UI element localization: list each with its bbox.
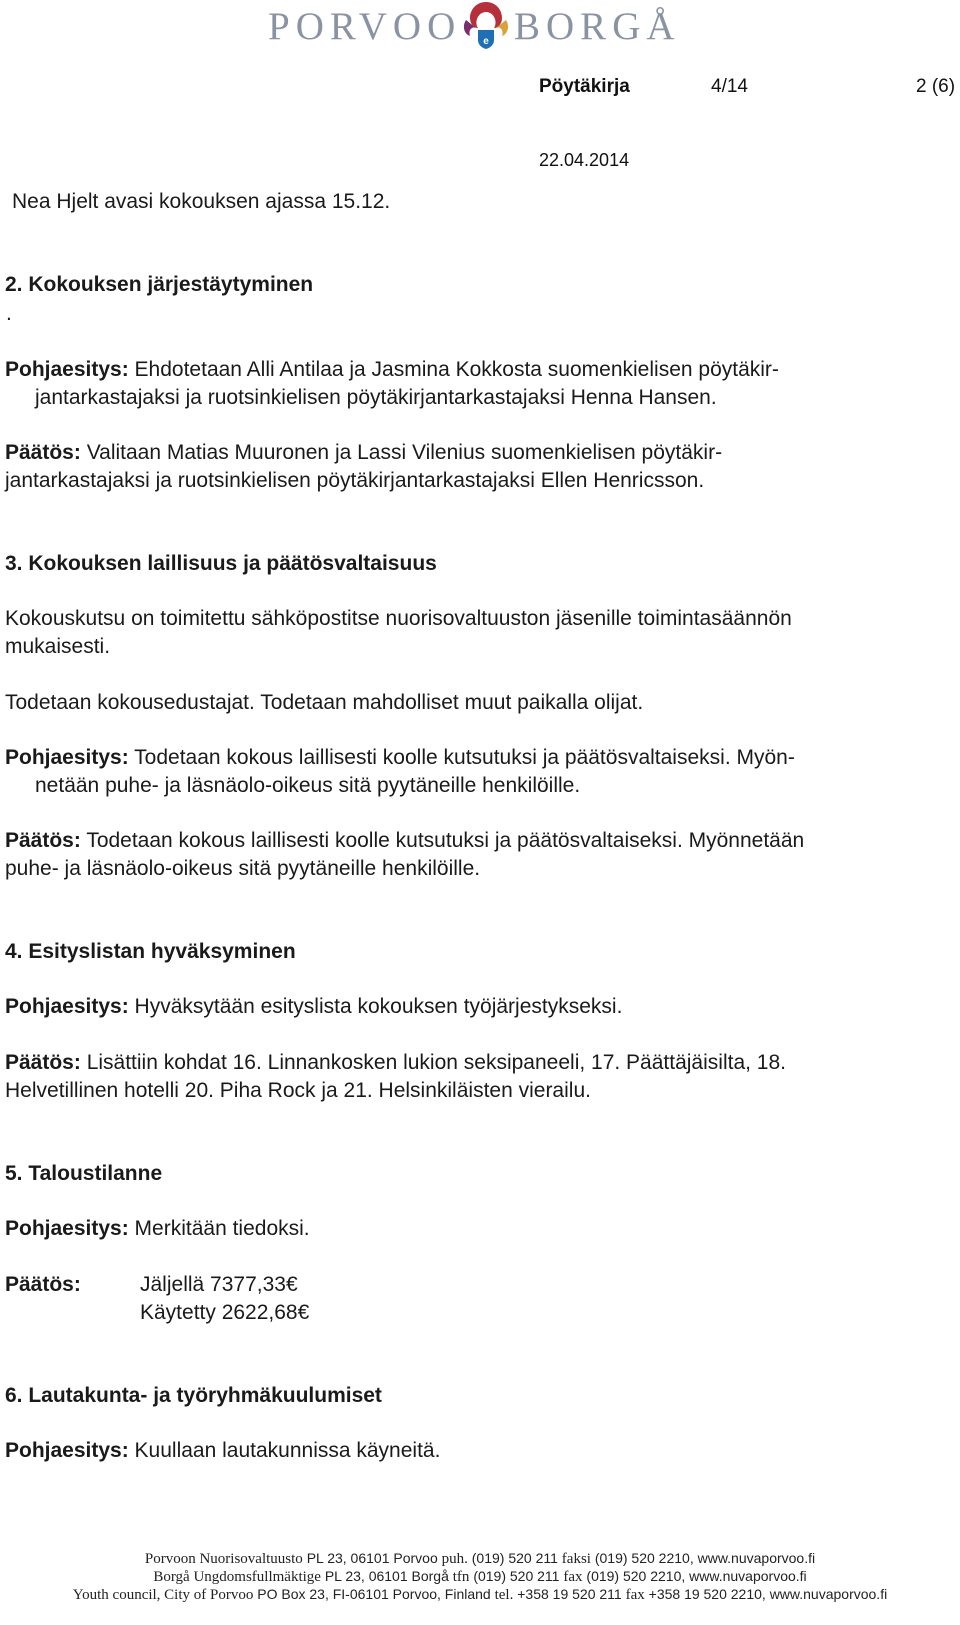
decision-label: Päätös: [5, 1273, 81, 1296]
decision-label: Päätös: [5, 441, 81, 464]
proposal-label: Pohjaesitys: [5, 995, 129, 1018]
opening-text: Nea Hjelt avasi kokouksen ajassa 15.12. [12, 190, 391, 213]
footer-line-fi [0, 1549, 960, 1568]
footer-phone: (019) 520 211 [467, 1550, 562, 1566]
section-2-heading: 2. Kokouksen järjestäytyminen [5, 273, 314, 296]
proposal-label: Pohjaesitys: [5, 746, 129, 769]
footer-fax-web: +358 19 520 2210, www.nuvaporvoo.fi [644, 1586, 888, 1602]
proposal-text: Hyväksytään esityslista kokouksen työjärjestykseksi. [128, 995, 623, 1018]
section-3-para1-cont: mukaisesti. [5, 635, 111, 658]
section-5-proposal [5, 1214, 310, 1243]
proposal-text: Ehdotetaan Alli Antilaa ja Jasmina Kokkosta suomenkielisen pöytäkir- [128, 358, 779, 381]
porvoo-borga-logo [268, 0, 688, 48]
footer-address: PL 23, 06101 Borgå [320, 1568, 453, 1584]
footer-phone-label: tel. [494, 1587, 514, 1603]
document-number: 4/14 [711, 76, 748, 97]
section-4-decision [5, 1048, 786, 1077]
stray-dot: . [6, 302, 12, 325]
budget-spent: Käytetty 2622,68€ [140, 1301, 310, 1324]
document-type: Pöytäkirja [539, 76, 630, 97]
section-4-proposal [5, 992, 622, 1021]
footer-phone-label: puh. [441, 1551, 468, 1567]
footer-address: PO Box 23, FI-06101 Porvoo, Finland [253, 1586, 495, 1602]
footer-fax-label: fax [563, 1569, 583, 1585]
proposal-label: Pohjaesitys: [5, 1217, 129, 1240]
section-6-heading: 6. Lautakunta- ja työryhmäkuulumiset [5, 1384, 382, 1407]
footer-phone-label: tfn [452, 1569, 470, 1585]
footer-org: Borgå Ungdomsfullmäktige [153, 1569, 321, 1585]
footer-fax-label: faksi [561, 1551, 591, 1567]
decision-label: Päätös: [5, 1051, 81, 1074]
footer-address: PL 23, 06101 Porvoo [302, 1550, 442, 1566]
decision-label: Päätös: [5, 829, 81, 852]
section-4-decision-cont: Helvetillinen hotelli 20. Piha Rock ja 21. Helsinkiläisten vierailu. [5, 1079, 591, 1102]
proposal-text: Kuullaan lautakunnissa käyneitä. [128, 1439, 441, 1462]
section-3-decision-cont: puhe- ja läsnäolo-oikeus sitä pyytäneille henkilöille. [5, 857, 481, 880]
footer-phone: +358 19 520 211 [513, 1586, 626, 1602]
footer-line-en [0, 1585, 960, 1604]
proposal-label: Pohjaesitys: [5, 358, 129, 381]
document-date: 22.04.2014 [539, 150, 630, 170]
footer-org: Youth council, City of Porvoo [72, 1587, 254, 1603]
budget-remaining: Jäljellä 7377,33€ [140, 1273, 298, 1296]
decision-text: Valitaan Matias Muuronen ja Lassi Vilenius suomenkielisen pöytäkir- [80, 441, 723, 464]
proposal-text: Merkitään tiedoksi. [128, 1217, 310, 1240]
section-5-heading: 5. Taloustilanne [5, 1162, 163, 1185]
section-3-para1: Kokouskutsu on toimitettu sähköpostitse nuorisovaltuuston jäsenille toimintasäännön [5, 607, 792, 630]
proposal-label: Pohjaesitys: [5, 1439, 129, 1462]
footer-fax-web: (019) 520 2210, www.nuvaporvoo.fi [582, 1568, 807, 1584]
section-4-heading: 4. Esityslistan hyväksyminen [5, 940, 296, 963]
section-3-para2: Todetaan kokousedustajat. Todetaan mahdolliset muut paikalla olijat. [5, 691, 644, 714]
section-2-decision [5, 438, 722, 467]
decision-text: Lisättiin kohdat 16. Linnankosken lukion seksipaneeli, 17. Päättäjäisilta, 18. [80, 1051, 786, 1074]
section-3-decision [5, 826, 804, 855]
footer-org: Porvoon Nuorisovaltuusto [144, 1551, 303, 1567]
decision-text: Todetaan kokous laillisesti koolle kutsutuksi ja päätösvaltaiseksi. Myönnetään [80, 829, 805, 852]
footer-fax-label: fax [625, 1587, 645, 1603]
proposal-text: Todetaan kokous laillisesti koolle kutsutuksi ja päätösvaltaiseksi. Myön- [128, 746, 795, 769]
city-emblem-icon [456, 0, 516, 50]
page-number: 2 (6) [916, 76, 956, 97]
section-2-proposal [5, 355, 779, 384]
logo-word-borga: BORGÅ [514, 5, 681, 48]
section-2-decision-cont: jantarkastajaksi ja ruotsinkielisen pöytäkirjantarkastajaksi Ellen Henricsson. [5, 469, 705, 492]
footer-phone: (019) 520 211 [469, 1568, 564, 1584]
section-5-decision-label [5, 1270, 81, 1299]
section-3-proposal [5, 743, 795, 772]
logo-word-porvoo: PORVOO [268, 5, 462, 48]
svg-text:e: e [483, 36, 489, 47]
footer-line-sv [0, 1567, 960, 1586]
section-6-proposal [5, 1436, 440, 1465]
section-2-proposal-cont: jantarkastajaksi ja ruotsinkielisen pöytäkirjantarkastajaksi Henna Hansen. [35, 386, 717, 409]
section-3-proposal-cont: netään puhe- ja läsnäolo-oikeus sitä pyytäneille henkilöille. [35, 774, 581, 797]
section-3-heading: 3. Kokouksen laillisuus ja päätösvaltaisuus [5, 552, 437, 575]
footer-fax-web: (019) 520 2210, www.nuvaporvoo.fi [590, 1550, 816, 1566]
